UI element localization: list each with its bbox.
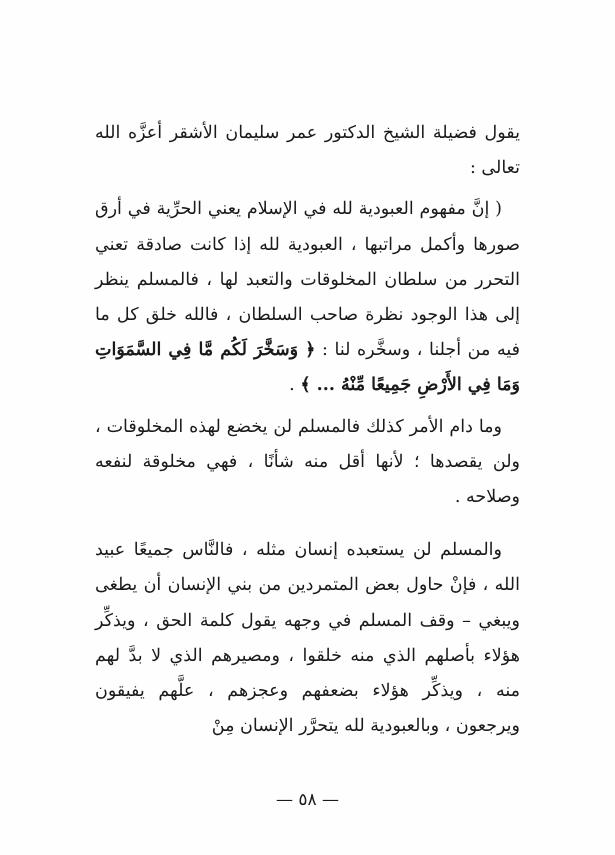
quote-text: ( إنَّ مفهوم العبودية لله في الإسلام يعني الحرِّية في أرق صورها وأكمل مراتبها ، العبودية لله إذا كانت صادقة تعني التحرر من سلطان المخلوقات والتعبد لها ، فالمسلم ينظر إلى هذا الوجود نظرة صاحب السلطان ، فالله خلق كل ما فيه من أجلنا ، وسخَّره لنا :: [95, 199, 520, 361]
paragraph-freedom: والمسلم لن يستعبده إنسان مثله ، فالنَّاس جميعًا عبيد الله ، فإنْ حاول بعض المتمردين من بني الإنسان أن يطغى ويبغي – وقف المسلم في وجهه يقول كلمة الحق ، ويذكِّر هؤلاء بأصلهم الذي منه خلقوا ، ومصيرهم الذي لا بدَّ لهم منه ، ويذكِّر هؤلاء بضعفهم وعجزهم ، علَّهم يفيقون ويرجعون ، وبالعبودية لله يتحرَّر الإنسان مِنْ: [95, 540, 520, 737]
paragraph-quote: [95, 192, 520, 403]
paragraph-creatures: وما دام الأمر كذلك فالمسلم لن يخضع لهذه المخلوقات ، ولن يقصدها ؛ لأنها أقل منه شأنًا ، فهي مخلوقة لنفعه وصلاحه .: [95, 416, 520, 508]
page-number: — ٥٨ —: [275, 790, 340, 810]
paragraph-intro: يقول فضيلة الشيخ الدكتور عمر سليمان الأشقر أعزَّه الله تعالى :: [95, 123, 520, 179]
body-text: [95, 116, 520, 744]
quran-verse: ﴿ وَسَخَّرَ لَكُم مَّا فِي السَّمَوَاتِ وَمَا فِي الأَرْضِ جَمِيعًا مِّنْهُ ... ﴾: [95, 340, 520, 396]
quote-end: .: [289, 375, 301, 396]
